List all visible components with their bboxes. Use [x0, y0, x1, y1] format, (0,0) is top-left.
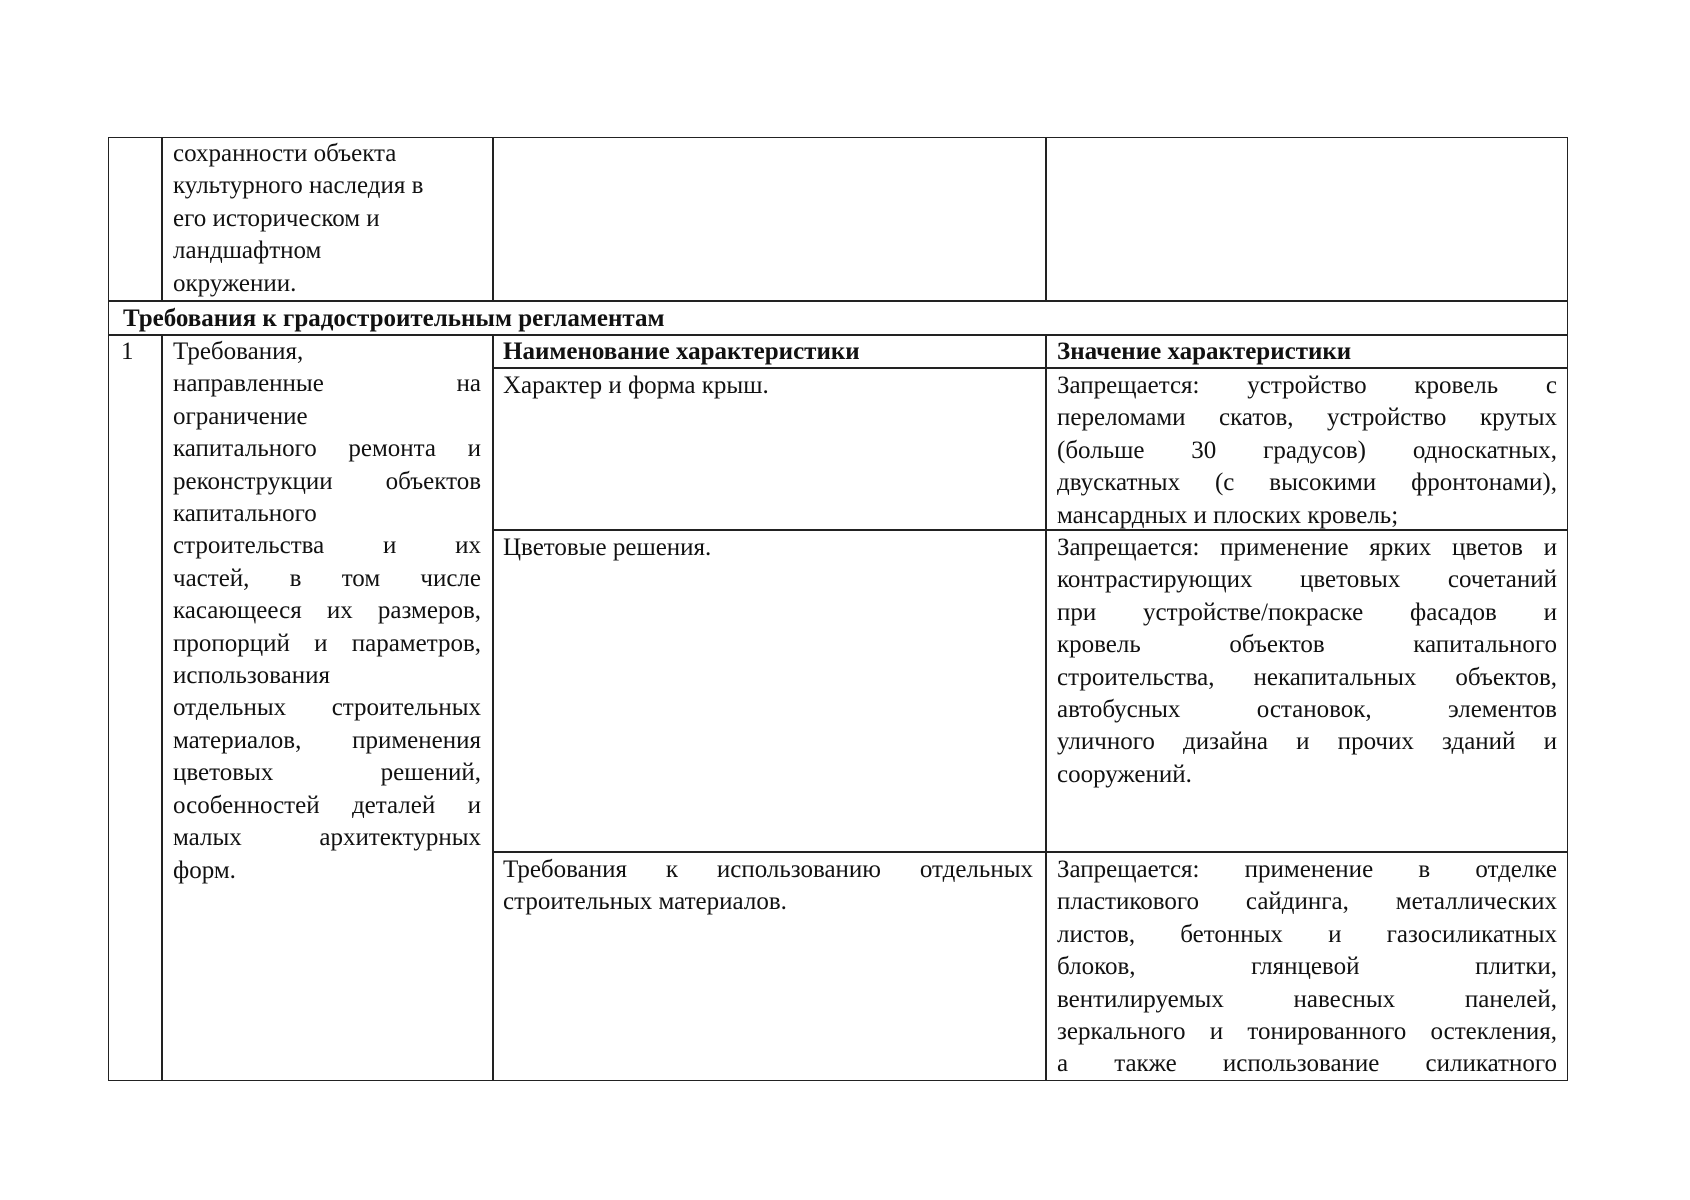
requirement-line: реконструкции объектов: [173, 467, 481, 495]
value-line: строительства, некапитальных объектов,: [1057, 663, 1557, 691]
requirement-line: Требования,: [173, 338, 304, 365]
requirement-line: касающееся их размеров,: [173, 597, 481, 625]
requirement-line: капитального ремонта и: [173, 435, 481, 463]
requirement-line: малых архитектурных: [173, 824, 481, 852]
characteristic-value: [1057, 854, 1557, 1081]
value-line: уличного дизайна и прочих зданий и: [1057, 728, 1557, 756]
value-line: мансардных и плоских кровель;: [1057, 501, 1399, 529]
value-line: переломами скатов, устройство крутых: [1057, 404, 1557, 432]
requirement-line: использования: [173, 662, 330, 690]
col-divider-2b: [492, 335, 494, 1080]
row-divider-1: [109, 300, 1567, 302]
continuation-line: окружении.: [173, 269, 297, 297]
characteristic-name: Цветовые решения.: [503, 534, 712, 561]
requirement-line: строительства и их: [173, 532, 481, 560]
header-characteristic-name: Наименование характеристики: [503, 338, 860, 365]
value-line: при устройстве/покраске фасадов и: [1057, 598, 1557, 626]
requirement-line: ограничение: [173, 402, 308, 430]
requirement-line: пропорций и параметров,: [173, 629, 481, 657]
continuation-line: ландшафтном: [173, 237, 322, 265]
value-line: двускатных (с высокими фронтонами),: [1057, 469, 1557, 497]
value-line: сооружений.: [1057, 760, 1192, 788]
col-divider-1: [161, 138, 163, 301]
value-line: Запрещается: применение ярких цветов и: [1057, 534, 1557, 561]
col-divider-3: [1045, 138, 1047, 301]
value-line: Запрещается: устройство кровель с: [1057, 372, 1557, 399]
value-line: Запрещается: применение в отделке: [1057, 856, 1557, 883]
header-characteristic-value: Значение характеристики: [1057, 338, 1352, 365]
col-divider-1b: [161, 335, 163, 1080]
value-line: листов, бетонных и газосиликатных: [1057, 920, 1557, 948]
name-line: Требования к использованию отдельных: [503, 856, 1033, 883]
requirement-text: [173, 336, 481, 887]
continuation-line: культурного наследия в: [173, 172, 424, 200]
value-line: вентилируемых навесных панелей,: [1057, 985, 1557, 1013]
requirement-line: направленные на: [173, 370, 481, 398]
name-line: строительных материалов.: [503, 888, 787, 916]
col-divider-3b: [1045, 335, 1047, 1080]
continuation-text: [173, 138, 483, 300]
continuation-line: сохранности объекта: [173, 140, 397, 167]
row-divider-color: [492, 851, 1567, 853]
col-divider-2: [492, 138, 494, 301]
value-line: контрастирующих цветовых сочетаний: [1057, 566, 1557, 594]
value-line: пластикового сайдинга, металлических: [1057, 888, 1557, 916]
value-line: (больше 30 градусов) односкатных,: [1057, 436, 1557, 464]
requirement-line: цветовых решений,: [173, 759, 481, 787]
requirement-line: форм.: [173, 856, 236, 884]
row-number: 1: [121, 338, 134, 365]
value-line: зеркального и тонированного остекления,: [1057, 1018, 1557, 1046]
requirement-line: частей, в том числе: [173, 564, 481, 592]
characteristic-name: [503, 854, 1033, 919]
characteristic-name: Характер и форма крыш.: [503, 372, 769, 399]
characteristic-value: [1057, 532, 1557, 791]
characteristic-value: [1057, 370, 1557, 532]
continuation-line: его историческом и: [173, 204, 380, 232]
regulations-table: [108, 137, 1568, 1081]
requirement-line: особенностей деталей и: [173, 791, 481, 819]
requirement-line: материалов, применения: [173, 726, 481, 754]
value-line: а также использование силикатного: [1057, 1050, 1557, 1078]
section-header: Требования к градостроительным регламентам: [123, 305, 665, 332]
value-line: автобусных остановок, элементов: [1057, 696, 1557, 724]
requirement-line: отдельных строительных: [173, 694, 481, 722]
requirement-line: капитального: [173, 500, 317, 528]
value-line: кровель объектов капитального: [1057, 631, 1557, 659]
value-line: блоков, глянцевой плитки,: [1057, 953, 1557, 981]
